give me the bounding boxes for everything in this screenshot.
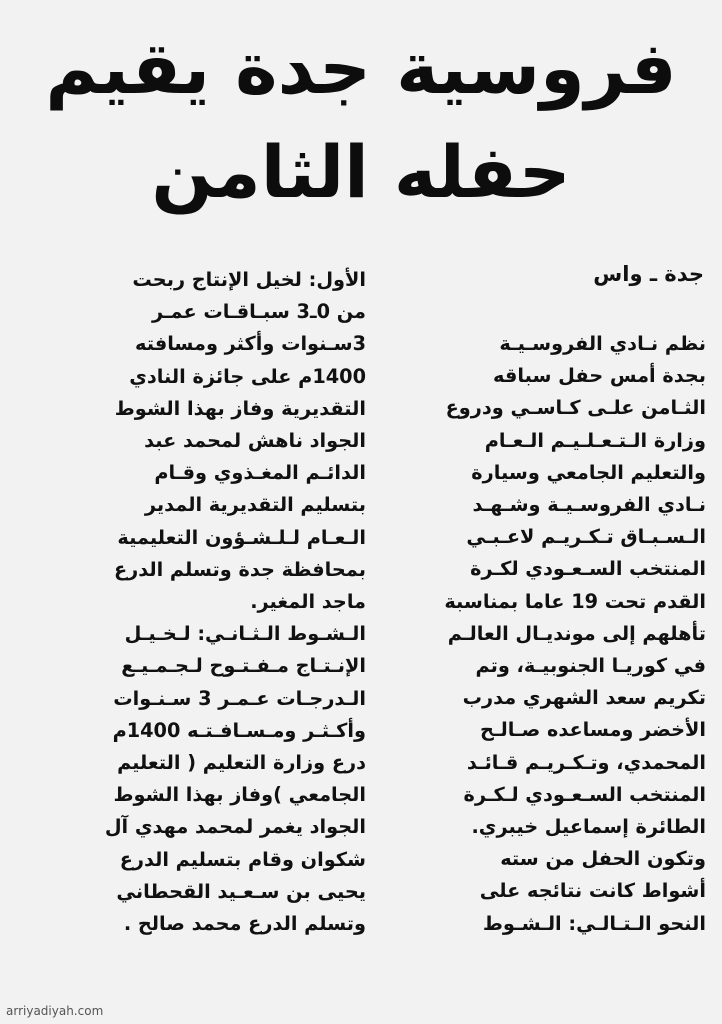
article-line: من 0ـ3 سبـاقـات عمـر xyxy=(151,300,366,324)
article-line: أشواط كانت نتائجه على xyxy=(479,879,706,903)
article-line: القدم تحت 19 عاما بمناسبة xyxy=(444,589,706,613)
article-line: بتسليم التقديرية المدير xyxy=(144,493,366,517)
article-line: درع وزارة التعليم ( التعليم xyxy=(117,751,366,775)
article-line: التقديرية وفاز بهذا الشوط xyxy=(114,396,366,420)
article-line: الأخضر ومساعده صـالـح xyxy=(480,718,706,742)
article-line: تأهلهم إلى مونديـال العالـم xyxy=(447,621,706,645)
article-line: الـشـوط الـثـانـي: لـخـيـل xyxy=(124,622,366,646)
article-line: وأكـثـر ومـسـافـتـه 1400م xyxy=(112,718,366,742)
article-line: النحو الـتـالـي: الـشـوط xyxy=(482,911,706,935)
article-line: يحيى بن سـعـيد القحطاني xyxy=(116,879,366,903)
article-line: الـعـام لـلـشـؤون التعليمية xyxy=(117,525,366,549)
article-line: وتكون الحفل من سته xyxy=(500,847,706,871)
article-line: المحمدي، وتـكـريـم قـائـد xyxy=(466,750,706,774)
article-line: نظم نـادي الفروسـيـة xyxy=(499,332,706,355)
article-line: الـدرجـات عـمـر 3 سـنـوات xyxy=(113,686,366,710)
article-line: الجواد يغمر لمحمد مهدي آل xyxy=(104,815,366,839)
article-line: بجدة أمس حفل سباقه xyxy=(493,364,706,388)
article-line: الـسـبـاق تـكـريـم لاعـبـي xyxy=(466,525,706,549)
article-column-left xyxy=(42,264,366,940)
article-line: الإنـتـاج مـفـتـوح لـجـمـيـع xyxy=(121,654,366,678)
article-line: 1400م على جائزة النادي xyxy=(129,364,366,388)
article-line: وتسلم الدرع محمد صالح . xyxy=(123,912,366,936)
article-line: ماجد المغير. xyxy=(250,590,366,614)
article-line: الدائـم المغـذوي وقـام xyxy=(154,461,366,485)
article-line: 3سـنوات وأكثر ومسافته xyxy=(135,332,366,356)
article-line: شكوان وقام بتسليم الدرع xyxy=(119,847,366,871)
article-line: بمحافظة جدة وتسلم الدرع xyxy=(113,557,366,581)
headline-line-2: حفله الثامن xyxy=(151,130,571,214)
headline-line-1: فروسية جدة يقيم xyxy=(45,26,677,110)
article-line: نـادي الفروسـيـة وشـهـد xyxy=(472,493,706,517)
article-line: الجامعي )وفاز بهذا الشوط xyxy=(113,783,366,807)
article-line: المنتخب السـعـودي لكـرة xyxy=(470,557,706,581)
article-line: وزارة الـتـعـلـيـم الـعـام xyxy=(484,428,706,452)
article-line: الجواد ناهش لمحمد عبد xyxy=(144,429,366,453)
article-line: تكريم سعد الشهري مدرب xyxy=(462,686,706,710)
article-line: المنتخب السـعـودي لـكـرة xyxy=(463,782,706,806)
article-line: والتعليم الجامعي وسيارة xyxy=(471,460,706,484)
byline: جدة ـ واس xyxy=(593,262,704,286)
article-line: الطائرة إسماعيل خيبري. xyxy=(471,815,706,839)
article-line: في كوريـا الجنوبيـة، وتم xyxy=(475,654,706,678)
article-column-right xyxy=(384,328,706,940)
article-line: الثـامن علـى كـاسـي ودروع xyxy=(445,396,706,420)
source-watermark: arriyadiyah.com xyxy=(6,1004,104,1018)
article-line: الأول: لخيل الإنتاج ربحت xyxy=(132,268,366,291)
